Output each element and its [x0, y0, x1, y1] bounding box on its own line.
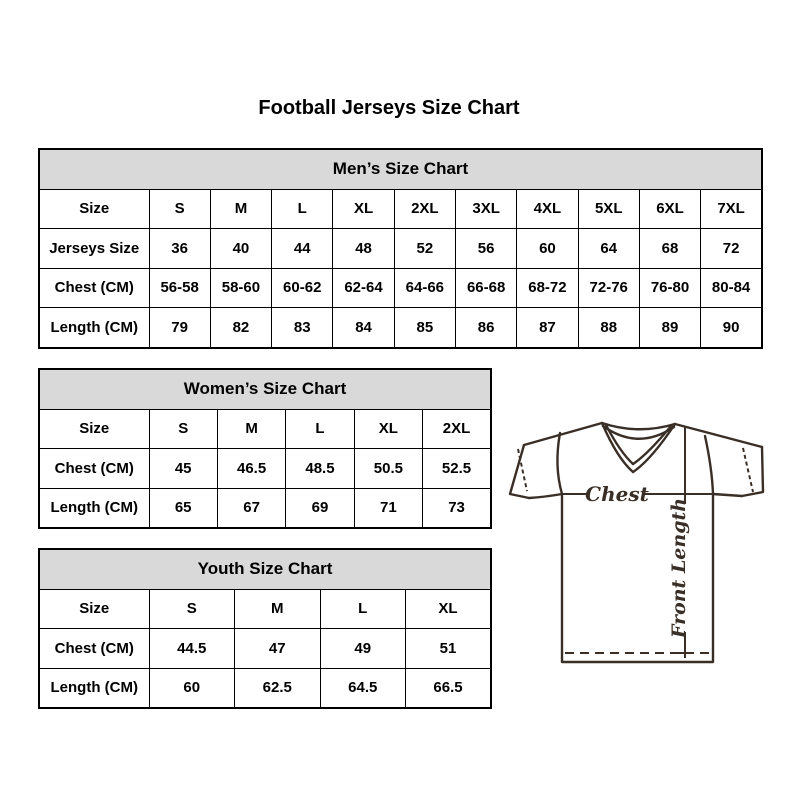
table-cell: S: [149, 409, 217, 449]
table-cell: 44: [272, 229, 333, 269]
page-title: Football Jerseys Size Chart: [258, 97, 520, 119]
table-cell: 58-60: [210, 268, 271, 308]
table-row: [39, 308, 762, 348]
left-cuff-dashed-line: [518, 449, 527, 491]
table-row: [39, 488, 491, 528]
row-label: Length (CM): [39, 668, 149, 708]
table-cell: L: [320, 589, 406, 629]
table-cell: 44.5: [149, 629, 235, 669]
table-cell: S: [149, 589, 235, 629]
table-cell: 64-66: [394, 268, 455, 308]
table-cell: 83: [272, 308, 333, 348]
table-cell: XL: [354, 409, 422, 449]
jersey-diagram-svg: [505, 408, 777, 670]
table-cell: 50.5: [354, 449, 422, 489]
table-cell: 62.5: [235, 668, 321, 708]
row-label: Size: [39, 189, 149, 229]
table-cell: 48.5: [286, 449, 354, 489]
mens-size-table: [38, 148, 763, 349]
youth-table-title: Youth Size Chart: [39, 549, 491, 589]
row-label: Chest (CM): [39, 449, 149, 489]
table-cell: 73: [423, 488, 491, 528]
table-cell: M: [210, 189, 271, 229]
table-cell: 69: [286, 488, 354, 528]
table-cell: 3XL: [455, 189, 516, 229]
table-header-row: [39, 369, 491, 409]
table-cell: L: [272, 189, 333, 229]
jersey-dashed-lines: [518, 448, 753, 653]
row-label: Size: [39, 409, 149, 449]
table-cell: 64.5: [320, 668, 406, 708]
table-cell: 88: [578, 308, 639, 348]
table-cell: 76-80: [639, 268, 700, 308]
table-cell: 64: [578, 229, 639, 269]
table-row: [39, 409, 491, 449]
table-cell: 68: [639, 229, 700, 269]
table-cell: 7XL: [701, 189, 762, 229]
row-label: Length (CM): [39, 308, 149, 348]
row-label: Length (CM): [39, 488, 149, 528]
table-cell: 87: [517, 308, 578, 348]
table-cell: 56: [455, 229, 516, 269]
row-label: Jerseys Size: [39, 229, 149, 269]
table-row: [39, 189, 762, 229]
table-row: [39, 589, 491, 629]
table-cell: 52.5: [423, 449, 491, 489]
table-cell: 2XL: [394, 189, 455, 229]
table-cell: 52: [394, 229, 455, 269]
table-header-row: [39, 549, 491, 589]
front-length-label: Front Length: [668, 497, 690, 639]
table-cell: 5XL: [578, 189, 639, 229]
table-cell: 85: [394, 308, 455, 348]
table-cell: 47: [235, 629, 321, 669]
table-cell: 60: [149, 668, 235, 708]
row-label: Chest (CM): [39, 268, 149, 308]
table-cell: 68-72: [517, 268, 578, 308]
table-cell: 90: [701, 308, 762, 348]
table-cell: 36: [149, 229, 210, 269]
row-label: Size: [39, 589, 149, 629]
table-cell: 51: [406, 629, 492, 669]
table-cell: 82: [210, 308, 271, 348]
table-cell: S: [149, 189, 210, 229]
table-cell: 46.5: [217, 449, 285, 489]
table-cell: 4XL: [517, 189, 578, 229]
table-cell: 79: [149, 308, 210, 348]
table-cell: 72-76: [578, 268, 639, 308]
table-cell: 72: [701, 229, 762, 269]
table-cell: 62-64: [333, 268, 394, 308]
womens-table-title: Women’s Size Chart: [39, 369, 491, 409]
table-cell: XL: [406, 589, 492, 629]
table-cell: 48: [333, 229, 394, 269]
table-cell: 40: [210, 229, 271, 269]
table-row: [39, 268, 762, 308]
table-cell: 66-68: [455, 268, 516, 308]
chest-label: Chest: [585, 482, 649, 506]
table-cell: 2XL: [423, 409, 491, 449]
table-cell: 89: [639, 308, 700, 348]
table-row: [39, 668, 491, 708]
table-row: [39, 629, 491, 669]
table-cell: 66.5: [406, 668, 492, 708]
table-row: [39, 449, 491, 489]
table-cell: 67: [217, 488, 285, 528]
table-cell: 45: [149, 449, 217, 489]
table-cell: L: [286, 409, 354, 449]
mens-table-title: Men’s Size Chart: [39, 149, 762, 189]
table-cell: 86: [455, 308, 516, 348]
jersey-measurement-diagram: [505, 408, 777, 670]
youth-size-table: [38, 548, 492, 709]
table-row: [39, 229, 762, 269]
table-cell: 84: [333, 308, 394, 348]
table-cell: M: [217, 409, 285, 449]
womens-size-table: [38, 368, 492, 529]
table-cell: 80-84: [701, 268, 762, 308]
table-cell: 6XL: [639, 189, 700, 229]
table-cell: 56-58: [149, 268, 210, 308]
table-cell: M: [235, 589, 321, 629]
right-cuff-dashed-line: [743, 448, 753, 492]
table-cell: 60-62: [272, 268, 333, 308]
jersey-outline: [510, 423, 763, 662]
table-header-row: [39, 149, 762, 189]
table-cell: 71: [354, 488, 422, 528]
table-cell: 49: [320, 629, 406, 669]
table-cell: 60: [517, 229, 578, 269]
table-cell: 65: [149, 488, 217, 528]
table-cell: XL: [333, 189, 394, 229]
row-label: Chest (CM): [39, 629, 149, 669]
